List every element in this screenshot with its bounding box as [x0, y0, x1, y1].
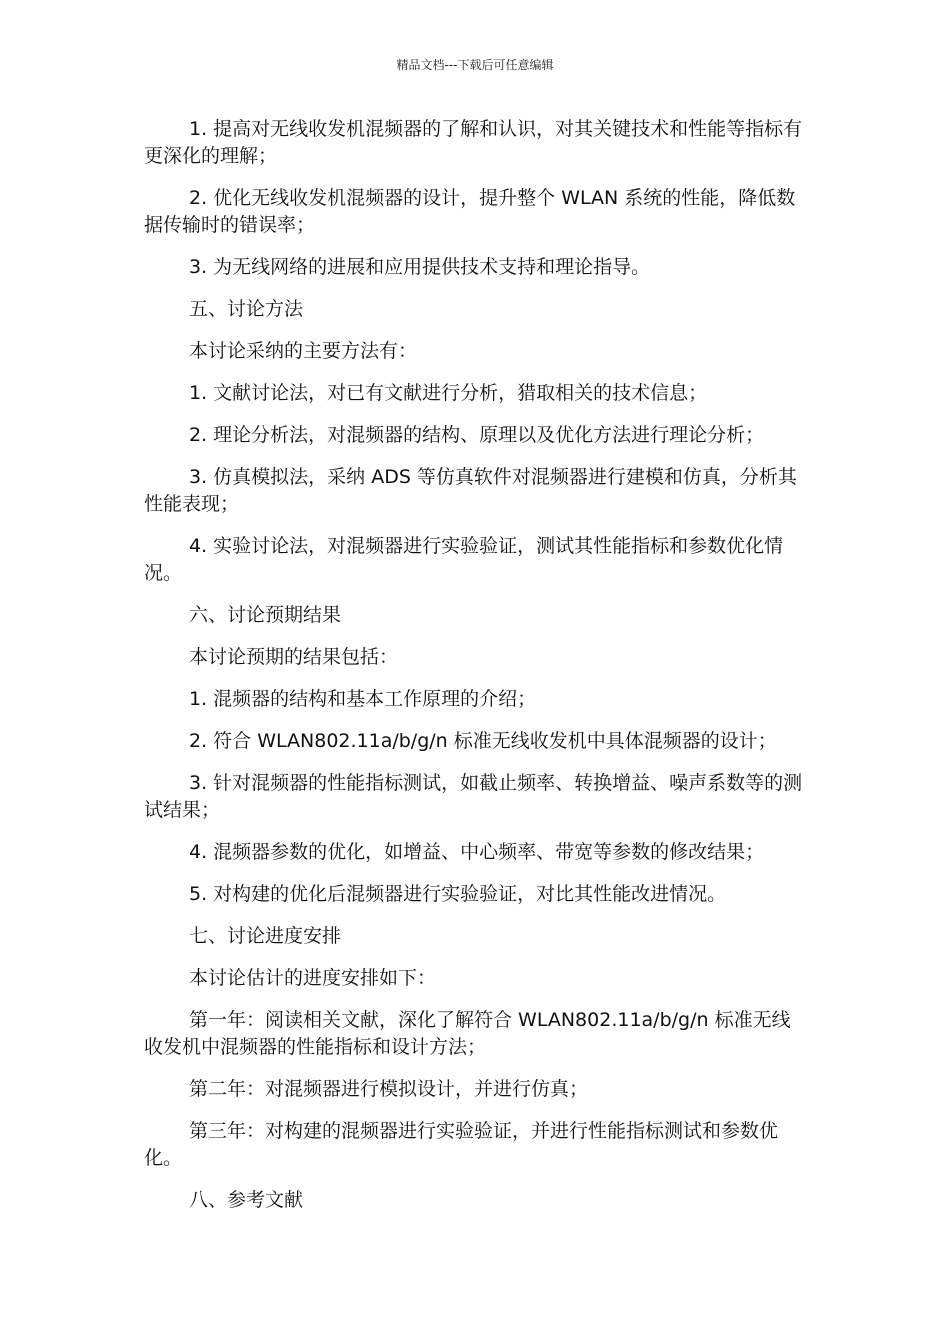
section-heading-references: 八、参考文献 — [189, 1189, 304, 1211]
method-3: 3. 仿真模拟法，采纳 ADS 等仿真软件对混频器进行建模和仿真，分析其性能表现； — [144, 466, 797, 515]
schedule-year-1: 第一年：阅读相关文献，深化了解符合 WLAN802.11a/b/g/n 标准无线收发机中混频器的性能指标和设计方法； — [144, 1009, 791, 1058]
document-body — [144, 116, 808, 1229]
method-1: 1. 文献讨论法，对已有文献进行分析，猎取相关的技术信息； — [189, 382, 708, 404]
section-heading-methods: 五、讨论方法 — [189, 298, 304, 320]
schedule-year-3: 第三年：对构建的混频器进行实验验证，并进行性能指标测试和参数优化。 — [144, 1120, 779, 1169]
result-5: 5. 对构建的优化后混频器进行实验验证，对比其性能改进情况。 — [189, 883, 727, 905]
method-4: 4. 实验讨论法，对混频器进行实验验证，测试其性能指标和参数优化情况。 — [144, 535, 784, 584]
objective-3: 3. 为无线网络的进展和应用提供技术支持和理论指导。 — [189, 256, 651, 278]
result-4: 4. 混频器参数的优化，如增益、中心频率、带宽等参数的修改结果； — [189, 841, 765, 863]
results-intro: 本讨论预期的结果包括： — [189, 646, 399, 668]
section-heading-expected-results: 六、讨论预期结果 — [189, 604, 342, 626]
schedule-intro: 本讨论估计的进度安排如下： — [189, 967, 437, 989]
section-heading-schedule: 七、讨论进度安排 — [189, 925, 342, 947]
objective-2: 2. 优化无线收发机混频器的设计，提升整个 WLAN 系统的性能，降低数据传输时的错误率； — [144, 187, 796, 236]
result-2: 2. 符合 WLAN802.11a/b/g/n 标准无线收发机中具体混频器的设计； — [189, 730, 777, 752]
result-1: 1. 混频器的结构和基本工作原理的介绍； — [189, 688, 537, 710]
method-2: 2. 理论分析法，对混频器的结构、原理以及优化方法进行理论分析； — [189, 424, 765, 446]
schedule-year-2: 第二年：对混频器进行模拟设计，并进行仿真； — [189, 1078, 589, 1100]
methods-intro: 本讨论采纳的主要方法有： — [189, 340, 418, 362]
page-header: 精品文档---下载后可任意编辑 — [396, 58, 554, 72]
result-3: 3. 针对混频器的性能指标测试，如截止频率、转换增益、噪声系数等的测试结果； — [144, 772, 803, 821]
objective-1: 1. 提高对无线收发机混频器的了解和认识，对其关键技术和性能等指标有更深化的理解； — [144, 118, 803, 167]
